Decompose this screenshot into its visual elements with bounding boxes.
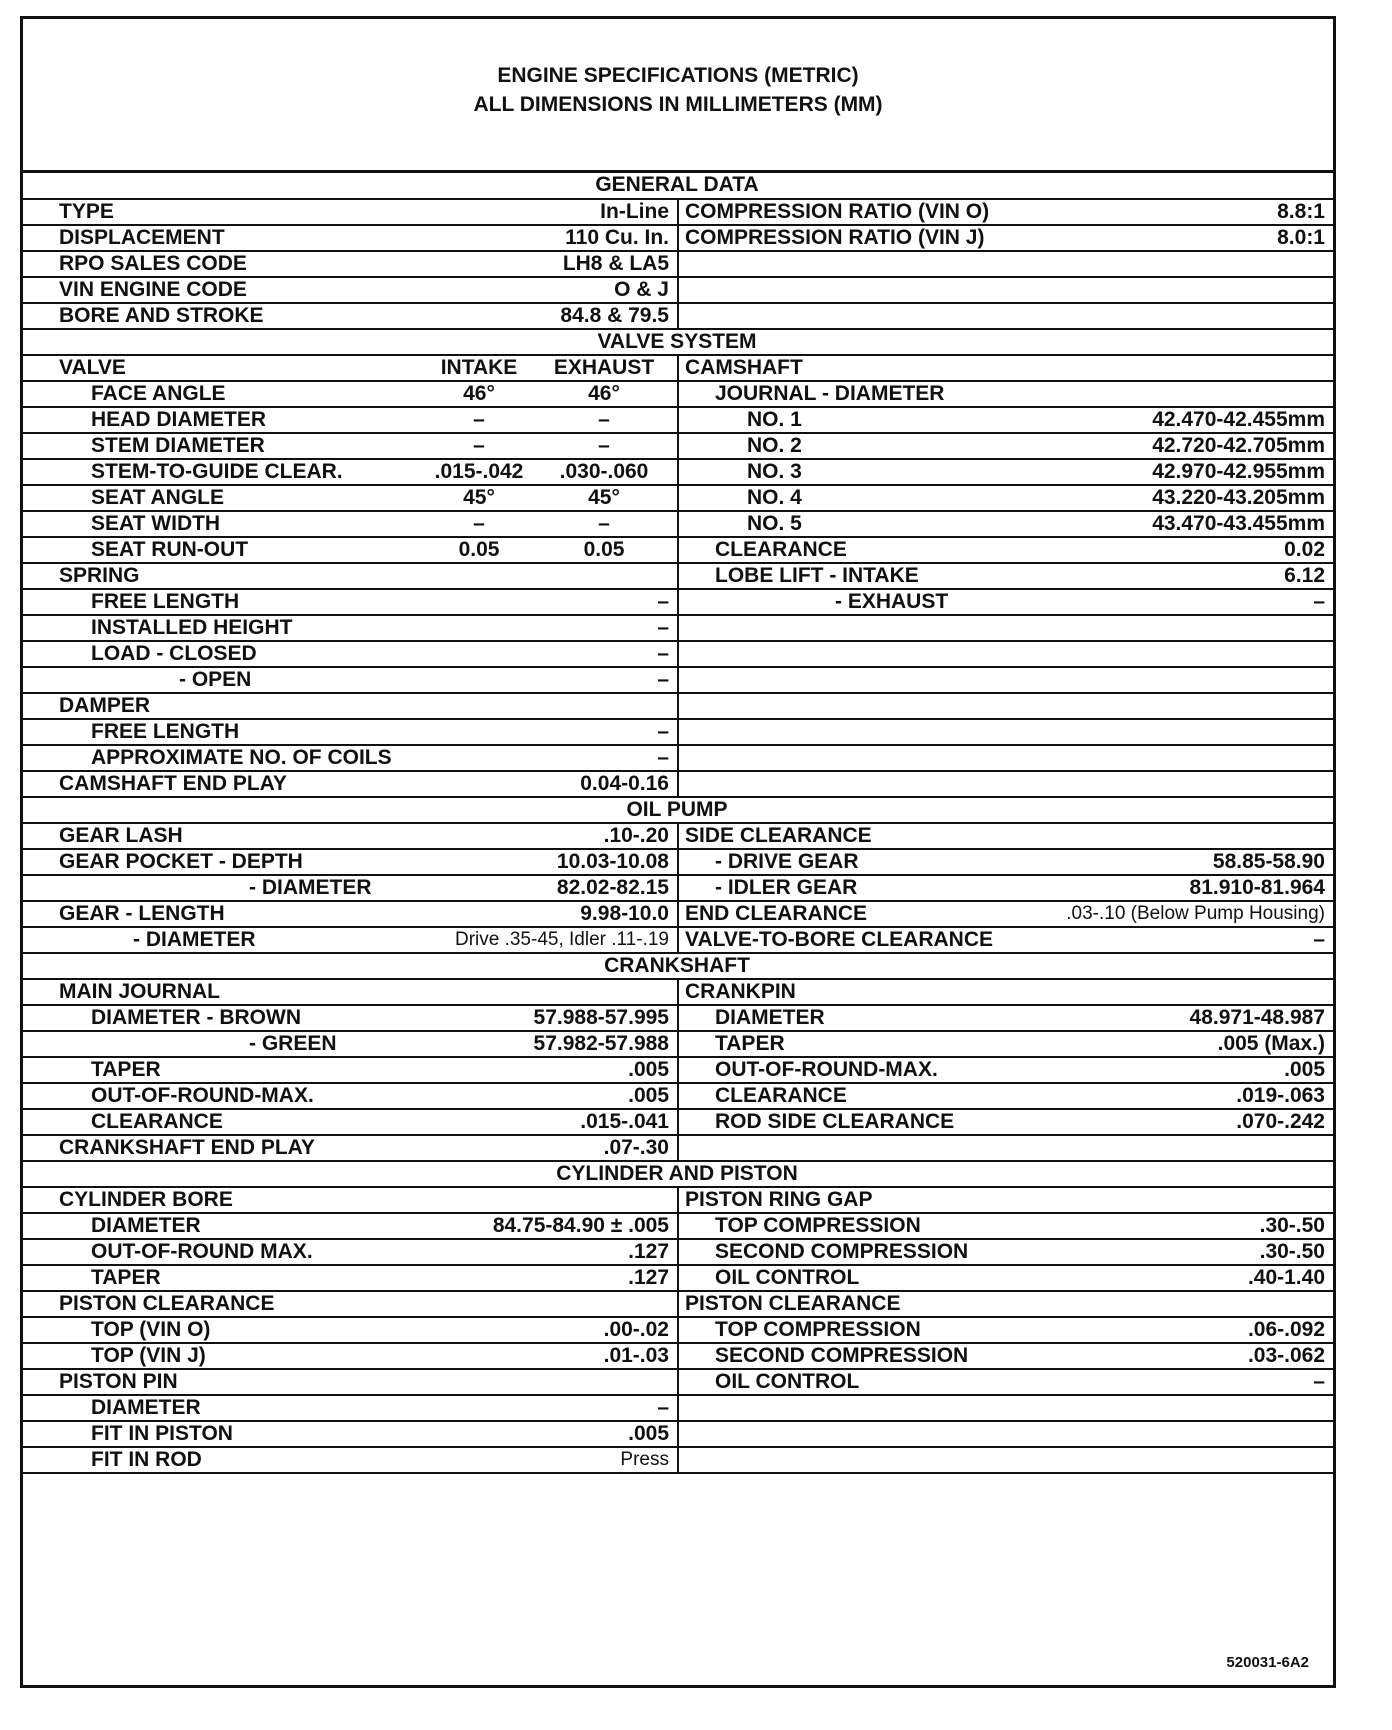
spec-value: – (1313, 589, 1325, 613)
spec-cell (678, 1187, 1333, 1213)
spec-value: 0.04-0.16 (580, 771, 669, 795)
valve-header-label: VALVE (59, 355, 126, 379)
spec-label: COMPRESSION RATIO (VIN J) (685, 225, 985, 249)
table-row (23, 1291, 1333, 1317)
spec-value: .005 (Max.) (1217, 1031, 1325, 1055)
table-row (23, 1421, 1333, 1447)
spec-value: .005 (628, 1057, 669, 1081)
spec-label: TOP (VIN O) (91, 1317, 211, 1341)
spec-value: .019-.063 (1236, 1083, 1325, 1107)
spec-label: - OPEN (179, 667, 252, 691)
spec-label: CLEARANCE (715, 1083, 847, 1107)
spec-value: 42.720-42.705mm (1152, 433, 1325, 457)
section-row (23, 1161, 1333, 1187)
spec-value: .30-.50 (1259, 1239, 1325, 1263)
spec-label: DIAMETER - BROWN (91, 1005, 301, 1029)
exhaust-value: – (598, 433, 610, 457)
spec-label: STEM-TO-GUIDE CLEAR. (91, 459, 343, 483)
spec-cell (23, 1135, 678, 1161)
spec-value: – (657, 589, 669, 613)
table-row (23, 875, 1333, 901)
spec-value: Press (620, 1448, 669, 1470)
spec-table (23, 173, 1333, 1474)
intake-value: 0.05 (458, 537, 500, 561)
sheet-header (23, 19, 1333, 173)
spec-cell (678, 1109, 1333, 1135)
spec-value: .06-.092 (1247, 1317, 1325, 1341)
spec-cell (678, 355, 1333, 381)
spec-label: TAPER (91, 1057, 161, 1081)
section-row (23, 329, 1333, 355)
spec-label: FREE LENGTH (91, 589, 240, 613)
spec-cell (678, 823, 1333, 849)
spec-cell (678, 381, 1333, 407)
section-valve-system: VALVE SYSTEM (23, 329, 1333, 355)
spec-cell (678, 1369, 1333, 1395)
spec-label: TYPE (59, 199, 114, 223)
spec-cell (678, 459, 1333, 485)
empty-cell (678, 719, 1333, 745)
table-row (23, 745, 1333, 771)
table-row (23, 641, 1333, 667)
spec-label: FIT IN PISTON (91, 1421, 233, 1445)
spec-cell (23, 1057, 678, 1083)
table-row (23, 823, 1333, 849)
spec-cell (23, 277, 678, 303)
empty-cell (678, 615, 1333, 641)
spec-cell (23, 1083, 678, 1109)
document-code: 520031-6A2 (1226, 1654, 1309, 1671)
spec-label: TAPER (91, 1265, 161, 1289)
spec-label: OUT-OF-ROUND MAX. (91, 1239, 313, 1263)
spec-label: - EXHAUST (835, 589, 949, 613)
journal-title: JOURNAL - DIAMETER (715, 381, 945, 405)
table-row (23, 1187, 1333, 1213)
spec-value: .03-.062 (1247, 1343, 1325, 1367)
spec-cell (23, 1343, 678, 1369)
spec-cell (23, 511, 678, 537)
spec-cell (23, 433, 678, 459)
sheet-title: ENGINE SPECIFICATIONS (METRIC) (497, 63, 859, 87)
spec-label: OUT-OF-ROUND-MAX. (715, 1057, 938, 1081)
exhaust-value: – (598, 407, 610, 431)
table-row (23, 1265, 1333, 1291)
spec-cell (678, 199, 1333, 225)
spec-value: 42.470-42.455mm (1152, 407, 1325, 431)
table-row (23, 1317, 1333, 1343)
spec-cell (23, 823, 678, 849)
spec-label: NO. 2 (747, 433, 802, 457)
table-row (23, 459, 1333, 485)
spec-value: 48.971-48.987 (1189, 1005, 1325, 1029)
spec-label: TOP COMPRESSION (715, 1213, 921, 1237)
spec-label: SEAT WIDTH (91, 511, 221, 535)
spec-cell (678, 901, 1333, 927)
spec-value: 10.03-10.08 (556, 849, 669, 873)
table-row (23, 433, 1333, 459)
spec-label: - DIAMETER (249, 875, 372, 899)
intake-value: – (473, 407, 485, 431)
spec-value: 57.988-57.995 (533, 1005, 669, 1029)
spec-label: LOAD - CLOSED (91, 641, 257, 665)
exhaust-header: EXHAUST (553, 355, 655, 379)
spec-cell (23, 1369, 678, 1395)
spec-cell (678, 1265, 1333, 1291)
spec-value: .015-.041 (580, 1109, 669, 1133)
table-row (23, 1343, 1333, 1369)
spec-label: - DIAMETER (133, 927, 256, 951)
empty-cell (678, 771, 1333, 797)
spec-label: INSTALLED HEIGHT (91, 615, 293, 639)
empty-cell (678, 1447, 1333, 1473)
spec-value: .005 (628, 1421, 669, 1445)
spec-label: TOP (VIN J) (91, 1343, 206, 1367)
spec-label: NO. 1 (747, 407, 802, 431)
empty-cell (678, 667, 1333, 693)
spec-value: 57.982-57.988 (533, 1031, 669, 1055)
empty-cell (678, 1395, 1333, 1421)
empty-cell (678, 745, 1333, 771)
spec-label: FACE ANGLE (91, 381, 226, 405)
spec-cell (23, 537, 678, 563)
spec-value: 43.220-43.205mm (1152, 485, 1325, 509)
spec-cell (23, 199, 678, 225)
spec-label: CRANKSHAFT END PLAY (59, 1135, 315, 1159)
spec-label: END CLEARANCE (685, 901, 868, 925)
spec-value: .03-.10 (Below Pump Housing) (1066, 902, 1325, 924)
table-row (23, 1213, 1333, 1239)
empty-cell (678, 693, 1333, 719)
spec-label: CLEARANCE (91, 1109, 223, 1133)
spec-cell (678, 485, 1333, 511)
spring-title: SPRING (59, 563, 140, 587)
table-row (23, 667, 1333, 693)
spec-label: GEAR - LENGTH (59, 901, 225, 925)
exhaust-value: 46° (588, 381, 620, 405)
spec-cell (23, 381, 678, 407)
spec-label: HEAD DIAMETER (91, 407, 267, 431)
spec-cell (23, 1317, 678, 1343)
spec-cell (23, 589, 678, 615)
table-row (23, 537, 1333, 563)
table-row (23, 1447, 1333, 1473)
spec-cell (678, 1291, 1333, 1317)
spec-cell (23, 1213, 678, 1239)
spec-value: – (657, 745, 669, 769)
spec-cell (23, 563, 678, 589)
spec-value: O & J (614, 277, 669, 301)
table-row (23, 511, 1333, 537)
exhaust-value: 45° (588, 485, 620, 509)
table-row (23, 1005, 1333, 1031)
spec-label: OIL CONTROL (715, 1265, 860, 1289)
section-general-data: GENERAL DATA (23, 173, 1333, 199)
table-row (23, 1031, 1333, 1057)
spec-value: .40-1.40 (1247, 1265, 1325, 1289)
piston-pin-title: PISTON PIN (59, 1369, 178, 1393)
spec-cell (23, 1421, 678, 1447)
exhaust-value: – (598, 511, 610, 535)
spec-label: LOBE LIFT - INTAKE (715, 563, 919, 587)
table-row (23, 615, 1333, 641)
spec-cell (23, 1031, 678, 1057)
table-row (23, 381, 1333, 407)
spec-label: ROD SIDE CLEARANCE (715, 1109, 955, 1133)
spec-label: DISPLACEMENT (59, 225, 225, 249)
spec-cell (23, 407, 678, 433)
table-row (23, 979, 1333, 1005)
table-row (23, 1239, 1333, 1265)
spec-label: SEAT RUN-OUT (91, 537, 249, 561)
table-row (23, 1369, 1333, 1395)
spec-value: 8.0:1 (1277, 225, 1325, 249)
table-row (23, 1057, 1333, 1083)
spec-label: FREE LENGTH (91, 719, 240, 743)
main-journal-title: MAIN JOURNAL (59, 979, 220, 1003)
table-row (23, 1109, 1333, 1135)
piston-clearance-title: PISTON CLEARANCE (59, 1291, 275, 1315)
spec-label: TOP COMPRESSION (715, 1317, 921, 1341)
spec-label: STEM DIAMETER (91, 433, 265, 457)
spec-label: CAMSHAFT END PLAY (59, 771, 287, 795)
spec-value: 8.8:1 (1277, 199, 1325, 223)
table-row (23, 849, 1333, 875)
spec-label: RPO SALES CODE (59, 251, 247, 275)
crankpin-title: CRANKPIN (685, 979, 796, 1003)
damper-title: DAMPER (59, 693, 151, 717)
spec-cell (23, 251, 678, 277)
intake-value: – (473, 433, 485, 457)
spec-cell (678, 1213, 1333, 1239)
section-oil-pump: OIL PUMP (23, 797, 1333, 823)
spec-cell (23, 615, 678, 641)
table-row (23, 1395, 1333, 1421)
spec-cell (23, 927, 678, 953)
spec-value: .005 (1284, 1057, 1325, 1081)
spec-cell (678, 1317, 1333, 1343)
spec-label: SECOND COMPRESSION (715, 1239, 969, 1263)
spec-cell (678, 537, 1333, 563)
spec-cell (23, 875, 678, 901)
spec-label: DIAMETER (91, 1395, 201, 1419)
spec-cell (23, 641, 678, 667)
spec-label: OUT-OF-ROUND-MAX. (91, 1083, 314, 1107)
spec-cell (678, 1239, 1333, 1265)
spec-cell (23, 693, 678, 719)
intake-header: INTAKE (440, 355, 518, 379)
spec-cell (678, 927, 1333, 953)
spec-label: NO. 4 (747, 485, 802, 509)
spec-value: .127 (628, 1265, 669, 1289)
section-cylinder-and-piston: CYLINDER AND PISTON (23, 1161, 1333, 1187)
spec-cell (23, 901, 678, 927)
spec-label: OIL CONTROL (715, 1369, 860, 1393)
spec-value: – (1313, 927, 1325, 951)
table-row (23, 901, 1333, 927)
spec-value: .127 (628, 1239, 669, 1263)
spec-value: – (657, 615, 669, 639)
table-row (23, 355, 1333, 381)
section-row (23, 953, 1333, 979)
spec-value: 110 Cu. In. (565, 225, 669, 249)
spec-value: 43.470-43.455mm (1152, 511, 1325, 535)
spec-value: 9.98-10.0 (580, 901, 669, 925)
intake-value: 46° (463, 381, 495, 405)
cylinder-bore-title: CYLINDER BORE (59, 1187, 233, 1211)
table-row (23, 199, 1333, 225)
intake-value: – (473, 511, 485, 535)
spec-label: VALVE-TO-BORE CLEARANCE (685, 927, 994, 951)
spec-label: - DRIVE GEAR (715, 849, 859, 873)
spec-value: .07-.30 (603, 1135, 669, 1159)
spec-label: SEAT ANGLE (91, 485, 225, 509)
spec-cell (23, 225, 678, 251)
table-row (23, 1135, 1333, 1161)
spec-value: – (657, 641, 669, 665)
table-row (23, 485, 1333, 511)
spec-cell (23, 1395, 678, 1421)
spec-label: CLEARANCE (715, 537, 847, 561)
spec-cell (678, 1343, 1333, 1369)
spec-cell (678, 1005, 1333, 1031)
spec-value: 58.85-58.90 (1212, 849, 1325, 873)
empty-cell (678, 251, 1333, 277)
spec-value: – (657, 719, 669, 743)
spec-value: 6.12 (1284, 563, 1325, 587)
section-crankshaft: CRANKSHAFT (23, 953, 1333, 979)
spec-value: 84.75-84.90 ± .005 (492, 1213, 669, 1237)
spec-sheet (20, 16, 1336, 1688)
spec-label: BORE AND STROKE (59, 303, 264, 327)
spec-cell (23, 1109, 678, 1135)
table-row (23, 251, 1333, 277)
spec-cell (678, 225, 1333, 251)
empty-cell (678, 1421, 1333, 1447)
ring-gap-title: PISTON RING GAP (685, 1187, 873, 1211)
table-row (23, 303, 1333, 329)
empty-cell (678, 277, 1333, 303)
empty-cell (678, 641, 1333, 667)
spec-value: 81.910-81.964 (1189, 875, 1325, 899)
spec-label: NO. 5 (747, 511, 802, 535)
spec-cell (23, 303, 678, 329)
spec-label: APPROXIMATE NO. OF COILS (91, 745, 392, 769)
spec-label: DIAMETER (715, 1005, 825, 1029)
spec-label: FIT IN ROD (91, 1447, 202, 1471)
spec-cell (23, 1265, 678, 1291)
spec-cell (678, 407, 1333, 433)
spec-label: TAPER (715, 1031, 785, 1055)
spec-value: – (1313, 1369, 1325, 1393)
spec-cell (678, 563, 1333, 589)
spec-value: .00-.02 (603, 1317, 669, 1341)
ring-clearance-title: PISTON CLEARANCE (685, 1291, 901, 1315)
exhaust-value: .030-.060 (559, 459, 649, 483)
table-row (23, 771, 1333, 797)
spec-cell (23, 355, 678, 381)
table-row (23, 225, 1333, 251)
spec-label: - IDLER GEAR (715, 875, 858, 899)
spec-value: .01-.03 (603, 1343, 669, 1367)
spec-value: – (657, 1395, 669, 1419)
spec-label: - GREEN (249, 1031, 337, 1055)
spec-value: 82.02-82.15 (556, 875, 669, 899)
empty-cell (678, 303, 1333, 329)
spec-value: .005 (628, 1083, 669, 1107)
table-row (23, 563, 1333, 589)
sheet-subtitle: ALL DIMENSIONS IN MILLIMETERS (MM) (473, 92, 883, 116)
table-row (23, 1083, 1333, 1109)
spec-cell (23, 1187, 678, 1213)
spec-value: LH8 & LA5 (562, 251, 669, 275)
side-clearance-title: SIDE CLEARANCE (685, 823, 872, 847)
spec-cell (678, 589, 1333, 615)
spec-cell (23, 1005, 678, 1031)
spec-label: DIAMETER (91, 1213, 201, 1237)
spec-cell (23, 979, 678, 1005)
spec-cell (23, 1291, 678, 1317)
table-row (23, 277, 1333, 303)
spec-value: 84.8 & 79.5 (560, 303, 669, 327)
spec-cell (23, 719, 678, 745)
spec-cell (23, 459, 678, 485)
intake-value: 45° (463, 485, 495, 509)
empty-cell (678, 1135, 1333, 1161)
section-row (23, 797, 1333, 823)
spec-value: In-Line (600, 199, 669, 223)
spec-cell (23, 1447, 678, 1473)
spec-value: – (657, 667, 669, 691)
table-row (23, 589, 1333, 615)
spec-value: 0.02 (1284, 537, 1325, 561)
spec-value: .070-.242 (1236, 1109, 1325, 1133)
spec-cell (678, 1031, 1333, 1057)
spec-cell (678, 849, 1333, 875)
table-row (23, 407, 1333, 433)
intake-value: .015-.042 (434, 459, 524, 483)
spec-label: GEAR POCKET - DEPTH (59, 849, 303, 873)
spec-cell (23, 667, 678, 693)
spec-label: GEAR LASH (59, 823, 183, 847)
spec-label: COMPRESSION RATIO (VIN O) (685, 199, 990, 223)
spec-cell (23, 771, 678, 797)
spec-value: Drive .35-45, Idler .11-.19 (454, 928, 669, 950)
spec-cell (678, 1083, 1333, 1109)
section-row (23, 173, 1333, 199)
spec-cell (23, 1239, 678, 1265)
spec-cell (23, 485, 678, 511)
spec-cell (23, 745, 678, 771)
camshaft-title: CAMSHAFT (685, 355, 803, 379)
spec-cell (678, 875, 1333, 901)
spec-value: 42.970-42.955mm (1152, 459, 1325, 483)
table-row (23, 693, 1333, 719)
spec-value: .10-.20 (603, 823, 669, 847)
spec-cell (678, 979, 1333, 1005)
spec-label: VIN ENGINE CODE (59, 277, 247, 301)
spec-cell (678, 1057, 1333, 1083)
spec-label: SECOND COMPRESSION (715, 1343, 969, 1367)
table-row (23, 927, 1333, 953)
spec-cell (678, 511, 1333, 537)
exhaust-value: 0.05 (583, 537, 625, 561)
spec-cell (678, 433, 1333, 459)
spec-value: .30-.50 (1259, 1213, 1325, 1237)
spec-label: NO. 3 (747, 459, 802, 483)
table-row (23, 719, 1333, 745)
spec-cell (23, 849, 678, 875)
